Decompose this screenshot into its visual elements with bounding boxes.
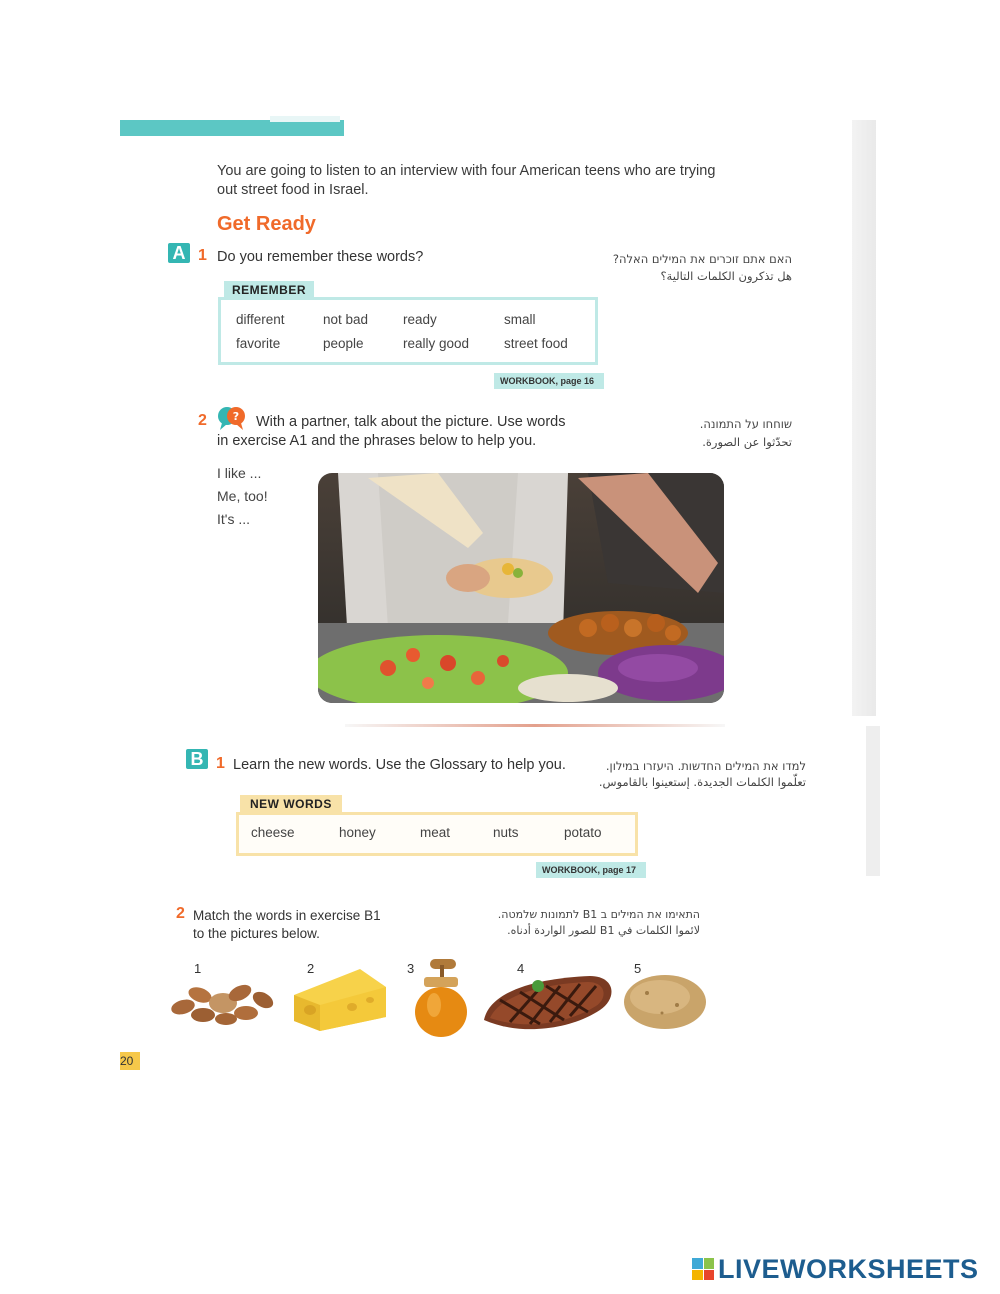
exercise-a2-question-line2: in exercise A1 and the phrases below to help you. <box>217 433 537 449</box>
liveworksheets-logo-icon <box>692 1258 714 1280</box>
exercise-a2-hebrew: שוחחו על התמונה. <box>699 417 792 431</box>
exercise-b2-question-line1: Match the words in exercise B1 <box>193 908 381 923</box>
picture-number: 2 <box>307 961 315 976</box>
page-number: 20 <box>120 1052 140 1070</box>
remember-word: people <box>323 336 364 351</box>
exercise-a2-question-line1: With a partner, talk about the picture. Use words <box>256 414 566 430</box>
picture-number: 5 <box>634 961 642 976</box>
street-food-photo <box>318 473 724 703</box>
remember-word: small <box>504 312 536 327</box>
new-word: nuts <box>493 825 519 840</box>
remember-word: favorite <box>236 336 281 351</box>
remember-word: not bad <box>323 312 369 327</box>
exercise-b1-question: Learn the new words. Use the Glossary to help you. <box>233 757 566 773</box>
exercise-a2-arabic: تحدّثوا عن الصورة. <box>702 435 792 449</box>
exercise-a1-number: 1 <box>198 247 207 264</box>
remember-word: street food <box>504 336 568 351</box>
section-title: Get Ready <box>217 213 316 235</box>
exercise-b2-number: 2 <box>176 905 185 922</box>
svg-text:?: ? <box>232 410 240 423</box>
exercise-b2-question-line2: to the pictures below. <box>193 926 320 941</box>
remember-word: different <box>236 312 285 327</box>
remember-word: really good <box>403 336 470 351</box>
new-words-box-title: NEW WORDS <box>240 795 342 813</box>
brand-name: LIVEWORKSHEETS <box>718 1253 979 1284</box>
new-word: honey <box>339 825 376 840</box>
nuts-icon <box>168 975 278 1032</box>
new-word: meat <box>420 825 451 840</box>
phrase: It's ... <box>217 511 251 527</box>
new-word: potato <box>564 825 602 840</box>
page-edge-shadow-lower <box>866 726 880 876</box>
phrase: Me, too! <box>217 488 268 504</box>
brand-logo <box>692 1254 979 1284</box>
cheese-icon <box>290 965 390 1038</box>
picture-number: 3 <box>407 961 415 976</box>
intro-text: You are going to listen to an interview with four American teens who are trying out street food in Israel. <box>217 163 716 198</box>
remember-box <box>218 297 598 365</box>
picture-number: 4 <box>517 961 525 976</box>
workbook-reference: WORKBOOK, page 17 <box>536 862 646 878</box>
page-header-band <box>120 120 344 136</box>
exercise-a1-question: Do you remember these words? <box>217 249 424 265</box>
meat-icon <box>480 970 620 1041</box>
exercise-b1-number: 1 <box>216 755 225 772</box>
page-edge-shadow <box>852 120 876 716</box>
section-a-badge: A <box>168 243 190 263</box>
potato-icon <box>622 973 708 1036</box>
exercise-b2-arabic: لائموا الكلمات في B1 للصور الواردة أدناه. <box>507 924 700 937</box>
workbook-reference: WORKBOOK, page 16 <box>494 373 604 389</box>
honey-icon <box>412 957 470 1044</box>
exercise-a1-arabic: هل تذكرون الكلمات التالية؟ <box>660 269 792 283</box>
exercise-b1-hebrew: למדו את המילים החדשות. היעזרו במילון. <box>605 759 806 773</box>
section-divider <box>345 724 725 727</box>
remember-word: ready <box>403 312 437 327</box>
picture-number: 1 <box>194 961 202 976</box>
exercise-a2-number: 2 <box>198 412 207 429</box>
phrase: I like ... <box>217 465 262 481</box>
remember-box-title: REMEMBER <box>224 281 314 299</box>
exercise-b2-hebrew: התאימו את המילים ב B1 לתמונות שלמטה. <box>497 908 700 921</box>
exercise-a1-hebrew: האם אתם זוכרים את המילים האלה? <box>612 252 792 266</box>
speech-bubbles-icon <box>217 405 247 431</box>
exercise-b1-arabic: تعلّموا الكلمات الجديدة. إستعينوا بالقاموس. <box>598 775 806 789</box>
phrase-list <box>217 465 268 534</box>
new-word: cheese <box>251 825 295 840</box>
section-b-badge: B <box>186 749 208 769</box>
